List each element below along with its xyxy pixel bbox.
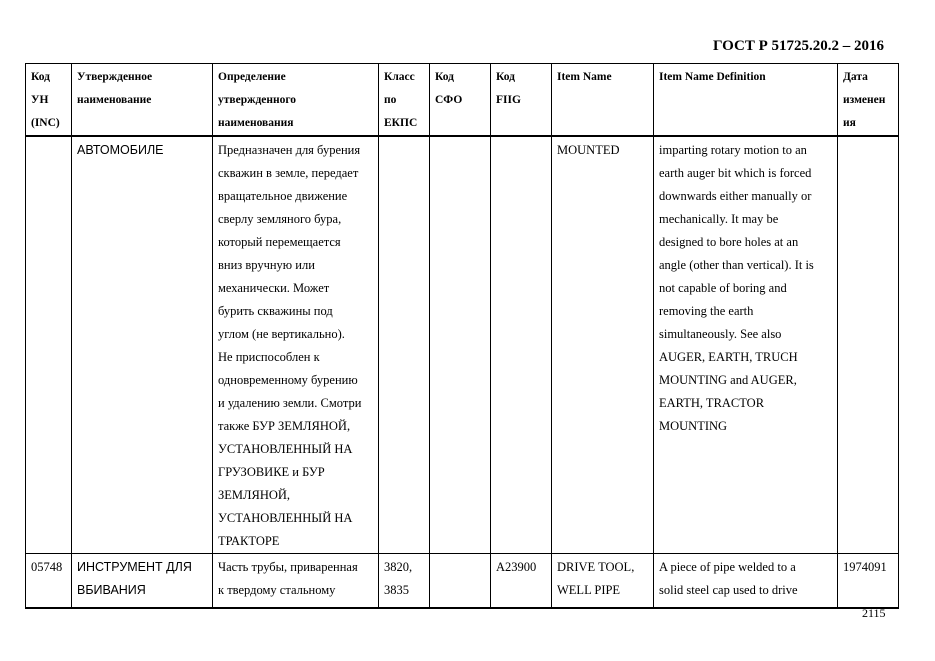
cell-line: Предназначен для бурения [218, 143, 361, 157]
cell-item-name [552, 136, 654, 554]
cell-line: вращательное движение [218, 189, 348, 203]
cell-line: АВТОМОБИЛЕ [77, 143, 164, 157]
cell-line: ТРАКТОРЕ [218, 534, 280, 548]
cell-line: imparting rotary motion to an [659, 143, 807, 157]
cell-line: solid steel cap used to drive [659, 583, 798, 597]
page-number: 2115 [862, 606, 886, 620]
cell-ekps-class [379, 136, 430, 554]
cell-approved-name [72, 554, 213, 608]
cell-line: УСТАНОВЛЕННЫЙ НА [218, 511, 353, 525]
table-row [26, 554, 899, 608]
cell-line: ИНСТРУМЕНТ ДЛЯ [77, 560, 192, 574]
cell-definition [213, 136, 379, 554]
cell-line: ВБИВАНИЯ [77, 583, 146, 597]
cell-line: который перемещается [218, 235, 341, 249]
cell-line: DRIVE TOOL, [557, 560, 635, 574]
cell-line: ГРУЗОВИКЕ и БУР [218, 465, 325, 479]
cell-line: MOUNTING and AUGER, [659, 373, 797, 387]
cell-line: Часть трубы, приваренная [218, 560, 358, 574]
cell-line: 1974091 [843, 560, 887, 574]
cell-line: бурить скважины под [218, 304, 333, 318]
cell-line: MOUNTED [557, 143, 620, 157]
cell-line: Не приспособлен к [218, 350, 320, 364]
cell-item-name-definition [654, 136, 838, 554]
table-row [26, 136, 899, 554]
cell-line: к твердому стальному [218, 583, 336, 597]
cell-change-date [838, 136, 899, 554]
cell-line: сверлу земляного бура, [218, 212, 342, 226]
cell-fiig-code [491, 136, 552, 554]
cell-line: simultaneously. See also [659, 327, 782, 341]
cell-line: УСТАНОВЛЕННЫЙ НА [218, 442, 353, 456]
cell-inc [26, 554, 72, 608]
col-header-item-name: Item Name [552, 64, 654, 137]
cell-line: not capable of boring and [659, 281, 787, 295]
cell-line: A23900 [496, 560, 537, 574]
cell-line: AUGER, EARTH, TRUCH [659, 350, 798, 364]
cell-inc [26, 136, 72, 554]
cell-sfo-code [430, 554, 491, 608]
col-header-sfo-code: Код СФО [430, 64, 491, 137]
cell-line: A piece of pipe welded to a [659, 560, 796, 574]
cell-definition [213, 554, 379, 608]
document-header: ГОСТ Р 51725.20.2 – 2016 [713, 38, 885, 54]
cell-line: MOUNTING [659, 419, 728, 433]
cell-line: earth auger bit which is forced [659, 166, 812, 180]
cell-change-date [838, 554, 899, 608]
cell-line: removing the earth [659, 304, 754, 318]
cell-line: механически. Может [218, 281, 330, 295]
col-header-approved-name: Утвержденное наименование [72, 64, 213, 137]
col-header-definition: Определение утвержденного наименования [213, 64, 379, 137]
cell-line: 3820, [384, 560, 413, 574]
cell-sfo-code [430, 136, 491, 554]
table-header-row [26, 64, 899, 137]
col-header-fiig-code: Код FIIG [491, 64, 552, 137]
cell-line: angle (other than vertical). It is [659, 258, 814, 272]
cell-line: 3835 [384, 583, 409, 597]
cell-line: скважин в земле, передает [218, 166, 359, 180]
cell-line: EARTH, TRACTOR [659, 396, 765, 410]
cell-line: mechanically. It may be [659, 212, 779, 226]
cell-line: углом (не вертикально). [218, 327, 345, 341]
col-header-change-date: Дата изменен ия [838, 64, 899, 137]
col-header-inc: Код УН (INC) [26, 64, 72, 137]
codification-table [25, 63, 899, 609]
cell-item-name-definition [654, 554, 838, 608]
cell-line: downwards either manually or [659, 189, 812, 203]
cell-approved-name [72, 136, 213, 554]
cell-line: вниз вручную или [218, 258, 315, 272]
cell-line: также БУР ЗЕМЛЯНОЙ, [218, 419, 351, 433]
col-header-ekps-class: Класс по ЕКПС [379, 64, 430, 137]
cell-line: и удалению земли. Смотри [218, 396, 362, 410]
cell-line: ЗЕМЛЯНОЙ, [218, 488, 291, 502]
cell-line: одновременному бурению [218, 373, 358, 387]
cell-ekps-class [379, 554, 430, 608]
cell-item-name [552, 554, 654, 608]
cell-line: WELL PIPE [557, 583, 621, 597]
col-header-item-name-definition: Item Name Definition [654, 64, 838, 137]
cell-line: designed to bore holes at an [659, 235, 799, 249]
cell-fiig-code [491, 554, 552, 608]
cell-line: 05748 [31, 560, 63, 574]
